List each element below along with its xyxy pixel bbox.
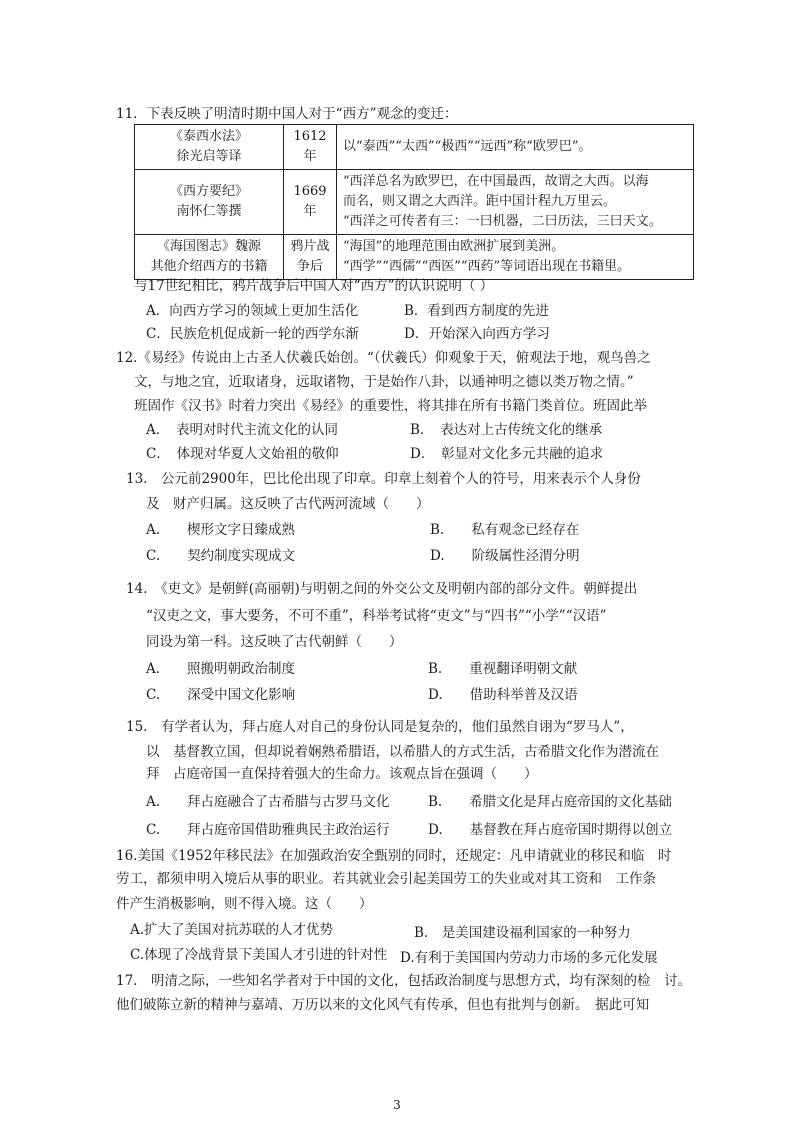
q11-option-b[interactable]: B．看到西方制度的先进 xyxy=(404,303,549,319)
table-row xyxy=(135,235,694,280)
q15-stem-line: 拜 占庭帝国一直保持着强大的生命力。该观点旨在强调（ ） xyxy=(146,766,538,782)
q12-option-c[interactable]: C． 体现对华夏人文始祖的敬仰 xyxy=(146,446,339,462)
q16-option-b[interactable]: B. 是美国建设福利国家的一种努力 xyxy=(414,925,631,941)
table-cell-year: 1612年 xyxy=(284,125,337,170)
q11-option-a[interactable]: A．向西方学习的领域上更加生活化 xyxy=(146,303,359,319)
q11-stem: 11．下表反映了明清时期中国人对于“西方”观念的变迁： xyxy=(116,106,458,122)
q15-option-c[interactable]: C. 拜占庭帝国借助雅典民主政治运行 xyxy=(146,822,390,838)
q14-stem-line: “汉吏之文，事大要务，不可不重”，科举考试将“吏文”与“四书”“小学”“汉语” xyxy=(146,608,607,624)
q13-option-a[interactable]: A. 楔形文字日臻成熟 xyxy=(146,522,296,538)
q13-stem-line: 13. 公元前2900年，巴比伦出现了印章。印章上刻着个人的符号，用来表示个人身份 xyxy=(126,471,641,487)
q11-question: 与17世纪相比，鸦片战争后中国人对“西方”的认识说明（ ） xyxy=(134,278,494,294)
q11-option-c[interactable]: C．民族危机促成新一轮的西学东渐 xyxy=(146,326,359,342)
q15-stem-line: 以 基督教立国，但却说着娴熟希腊语，以希腊人的方式生活，古希腊文化作为潜流在 xyxy=(146,744,659,760)
q12-stem-line: 12.《易经》传说由上古圣人伏羲氏始创。“（伏羲氏）仰观象于天，俯观法于地，观鸟兽之 xyxy=(116,350,651,366)
q13-option-c[interactable]: C. 契约制度实现成文 xyxy=(146,548,296,564)
table-cell-book: 《泰西水法》 徐光启等译 xyxy=(135,125,284,170)
q17-stem-line: 17. 明清之际，一些知名学者对于中国的文化，包括政治制度与思想方式，均有深刻的检 讨。 xyxy=(116,973,691,989)
table-row xyxy=(135,170,694,235)
q12-stem-line: 文，与地之宜，近取诸身，远取诸物，于是始作八卦，以通神明之德以类万物之情。” xyxy=(134,374,634,390)
table-cell-desc: “西洋总名为欧罗巴，在中国最西，故谓之大西。以海 而名，则又谓之大西洋。距中国计程九万里云。 “西洋之可传者有三：一曰机器，二曰历法，三曰天文。 xyxy=(337,170,694,235)
q16-option-c[interactable]: C.体现了冷战背景下美国人才引进的针对性 xyxy=(130,947,388,963)
q14-option-a[interactable]: A. 照搬明朝政治制度 xyxy=(146,661,296,677)
q12-option-a[interactable]: A． 表明对时代主流文化的认同 xyxy=(146,422,338,438)
q16-option-d[interactable]: D.有利于美国国内劳动力市场的多元化发展 xyxy=(400,950,658,966)
table-cell-desc: “海国”的地理范围由欧洲扩展到美洲。 “西学”“西儒”“西医”“西药”等词语出现在书籍里。 xyxy=(337,235,694,280)
table-cell-book: 《西方要纪》 南怀仁等撰 xyxy=(135,170,284,235)
q16-stem-line: 16.美国《1952年移民法》在加强政治安全甄别的同时，还规定：凡申请就业的移民和临 时 xyxy=(116,848,672,864)
q16-stem-line: 件产生消极影响，则不得入境。这（ ） xyxy=(116,896,373,912)
q12-option-b[interactable]: B． 表达对上古传统文化的继承 xyxy=(410,422,603,438)
table-cell-book: 《海国图志》魏源 其他介绍西方的书籍 xyxy=(135,235,284,280)
q15-option-d[interactable]: D. 基督教在拜占庭帝国时期得以创立 xyxy=(428,822,673,838)
q14-stem-line: 同设为第一科。这反映了古代朝鲜（ ） xyxy=(146,634,403,650)
q15-stem-line: 15. 有学者认为，拜占庭人对自己的身份认同是复杂的，他们虽然自诩为“罗马人”， xyxy=(126,719,634,735)
q11-option-d[interactable]: D．开始深入向西方学习 xyxy=(404,326,550,342)
table-row xyxy=(135,125,694,170)
q17-stem-line: 他们破陈立新的精神与嘉靖、万历以来的文化风气有传承，但也有批判与创新。 据此可知 xyxy=(116,997,650,1013)
table-cell-desc: 以“泰西”“太西”“极西”“远西”称“欧罗巴”。 xyxy=(337,125,694,170)
table-cell-year: 1669年 xyxy=(284,170,337,235)
q16-option-a[interactable]: A.扩大了美国对抗苏联的人才优势 xyxy=(130,922,334,938)
q14-option-c[interactable]: C. 深受中国文化影响 xyxy=(146,687,296,703)
q13-option-d[interactable]: D. 阶级属性泾渭分明 xyxy=(430,548,580,564)
table-cell-year: 鸦片战争后 xyxy=(284,235,337,280)
q15-option-a[interactable]: A. 拜占庭融合了古希腊与古罗马文化 xyxy=(146,794,390,810)
q14-option-d[interactable]: D. 借助科举普及汉语 xyxy=(428,687,578,703)
q14-stem-line: 14. 《吏文》是朝鲜(高丽朝)与明朝之间的外交公文及明朝内部的部分文件。朝鲜提出 xyxy=(126,581,638,597)
q13-stem-line: 及 财产归属。这反映了古代两河流域（ ） xyxy=(146,496,430,512)
q16-stem-line: 劳工，都须申明入境后从事的职业。若其就业会引起美国劳工的失业或对其工资和 工作条 xyxy=(116,871,656,887)
q11-table xyxy=(134,124,694,280)
q15-option-b[interactable]: B. 希腊文化是拜占庭帝国的文化基础 xyxy=(428,794,672,810)
page-number: 3 xyxy=(393,1098,401,1112)
q12-option-d[interactable]: D． 彰显对文化多元共融的追求 xyxy=(410,446,604,462)
q13-option-b[interactable]: B. 私有观念已经存在 xyxy=(430,522,580,538)
q12-stem-line: 班固作《汉书》时着力突出《易经》的重要性，将其排在所有书籍门类首位。班固此举 xyxy=(134,398,647,414)
q14-option-b[interactable]: B. 重视翻译明朝文献 xyxy=(428,661,578,677)
